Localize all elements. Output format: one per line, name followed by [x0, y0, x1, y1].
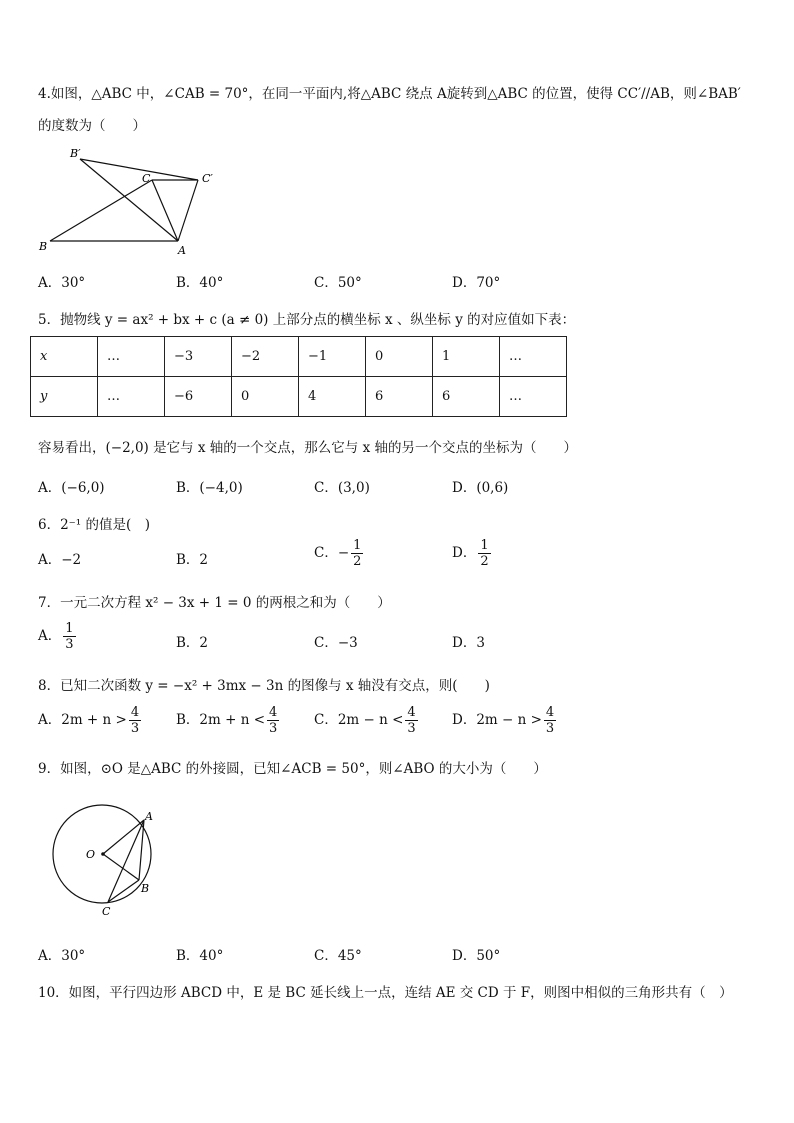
fraction	[478, 538, 490, 569]
q6-option-a[interactable]: A．−2	[38, 552, 82, 568]
segment-CA	[152, 180, 178, 241]
table-cell: 0	[232, 377, 299, 417]
segment-CprimeA	[178, 180, 198, 241]
q8-option-b-prefix: B．2m + n <	[176, 712, 266, 728]
segment-BprimeCprime	[80, 159, 198, 180]
table-cell: 4	[299, 377, 366, 417]
fraction	[351, 538, 363, 569]
fraction-numerator: 4	[269, 705, 278, 720]
table-cell: 1	[433, 337, 500, 377]
label-O: O	[86, 848, 96, 861]
q8-option-a[interactable]	[38, 705, 143, 736]
fraction-denominator: 3	[269, 721, 278, 736]
fraction-denominator: 3	[545, 721, 555, 736]
label-B: B	[141, 882, 150, 895]
q5-option-b[interactable]: B．(−4,0)	[176, 480, 243, 496]
label-A: A	[178, 244, 186, 256]
fraction-denominator: 3	[65, 637, 74, 652]
q4-figure	[36, 144, 226, 256]
fraction-denominator: 2	[353, 554, 362, 569]
fraction	[544, 705, 556, 736]
q7-option-c[interactable]: C．−3	[314, 635, 358, 651]
table-cell: …	[98, 337, 165, 377]
q9-option-a[interactable]: A．30°	[38, 948, 86, 964]
table-cell: x	[31, 337, 98, 377]
q8-option-a-prefix: A．2m + n >	[38, 712, 127, 728]
table-cell: y	[31, 377, 98, 417]
table-row-x	[31, 337, 567, 377]
fraction	[405, 705, 417, 736]
q5-stem: 5．抛物线 y = ax² + bx + c (a ≠ 0) 上部分点的横坐标 x 、纵坐标 y 的对应值如下表：	[38, 312, 576, 328]
table-cell: 6	[433, 377, 500, 417]
segment-BC	[50, 180, 152, 241]
segment-OB	[103, 854, 139, 880]
fraction-numerator: 4	[130, 705, 140, 720]
fraction	[267, 705, 279, 736]
fraction-numerator: 4	[407, 705, 416, 720]
table-cell: …	[500, 377, 567, 417]
q7-option-d[interactable]: D．3	[452, 635, 485, 651]
q4-option-d[interactable]: D．70°	[452, 275, 501, 291]
q6-option-c-prefix: C．−	[314, 545, 350, 561]
fraction-denominator: 3	[407, 721, 416, 736]
fraction-denominator: 3	[130, 721, 140, 736]
q4-stem-line2: 的度数为（ ）	[38, 118, 146, 134]
segment-OA	[103, 820, 144, 854]
q6-option-c[interactable]	[314, 538, 365, 569]
label-B: B	[39, 240, 48, 253]
q8-option-c-prefix: C．2m − n <	[314, 712, 404, 728]
q5-followup: 容易看出，(−2,0) 是它与 x 轴的一个交点，那么它与 x 轴的另一个交点的坐标为（ ）	[38, 440, 577, 456]
q6-stem: 6．2⁻¹ 的值是( )	[38, 517, 151, 533]
fraction-numerator: 1	[353, 538, 362, 553]
q10-stem: 10．如图，平行四边形 ABCD 中，E 是 BC 延长线上一点，连结 AE 交 CD 于 F，则图中相似的三角形共有（ ）	[38, 985, 733, 1001]
q4-option-a[interactable]: A．30°	[38, 275, 86, 291]
q8-stem: 8．已知二次函数 y = −x² + 3mx − 3n 的图像与 x 轴没有交点，则( )	[38, 678, 490, 694]
fraction-numerator: 4	[545, 705, 555, 720]
fraction	[63, 621, 75, 652]
q5-value-table	[30, 336, 567, 417]
label-C: C	[142, 172, 151, 185]
table-cell: …	[500, 337, 567, 377]
q5-option-a[interactable]: A．(−6,0)	[38, 480, 105, 496]
q5-option-c[interactable]: C．(3,0)	[314, 480, 370, 496]
q7-stem: 7．一元二次方程 x² − 3x + 1 = 0 的两根之和为（ ）	[38, 595, 391, 611]
q4-option-b[interactable]: B．40°	[176, 275, 224, 291]
q4-stem-line1: 4.如图，△ABC 中，∠CAB = 70°，在同一平面内,将△ABC 绕点 A旋转到△ABC 的位置，使得 CC′//AB，则∠BAB′	[38, 86, 741, 102]
segment-BprimeA	[80, 159, 178, 241]
q9-option-c[interactable]: C．45°	[314, 948, 362, 964]
table-cell: …	[98, 377, 165, 417]
label-A: A	[145, 810, 153, 823]
q8-option-d-prefix: D．2m − n >	[452, 712, 542, 728]
table-row-y	[31, 377, 567, 417]
q9-stem: 9．如图，⊙O 是△ABC 的外接圆，已知∠ACB = 50°，则∠ABO 的大小为（ ）	[38, 761, 547, 777]
fraction-numerator: 1	[480, 538, 489, 553]
table-cell: −1	[299, 337, 366, 377]
table-cell: 6	[366, 377, 433, 417]
label-C-prime: C′	[202, 172, 213, 185]
q7-option-a-prefix: A．	[38, 628, 62, 644]
fraction	[129, 705, 141, 736]
q8-option-c[interactable]	[314, 705, 420, 736]
q4-option-c[interactable]: C．50°	[314, 275, 362, 291]
q9-figure	[44, 800, 174, 922]
label-B-prime: B′	[70, 147, 81, 160]
q6-option-b[interactable]: B．2	[176, 552, 209, 568]
q8-option-b[interactable]	[176, 705, 281, 736]
fraction-numerator: 1	[65, 621, 74, 636]
table-cell: −2	[232, 337, 299, 377]
table-cell: −6	[165, 377, 232, 417]
q7-option-b[interactable]: B．2	[176, 635, 209, 651]
table-cell: 0	[366, 337, 433, 377]
table-cell: −3	[165, 337, 232, 377]
q6-option-d-prefix: D．	[452, 545, 477, 561]
q9-option-d[interactable]: D．50°	[452, 948, 501, 964]
q7-option-a[interactable]	[38, 621, 78, 652]
label-C: C	[102, 905, 111, 918]
q8-option-d[interactable]	[452, 705, 558, 736]
q9-option-b[interactable]: B．40°	[176, 948, 224, 964]
q6-option-d[interactable]	[452, 538, 493, 569]
fraction-denominator: 2	[480, 554, 489, 569]
q5-option-d[interactable]: D．(0,6)	[452, 480, 509, 496]
